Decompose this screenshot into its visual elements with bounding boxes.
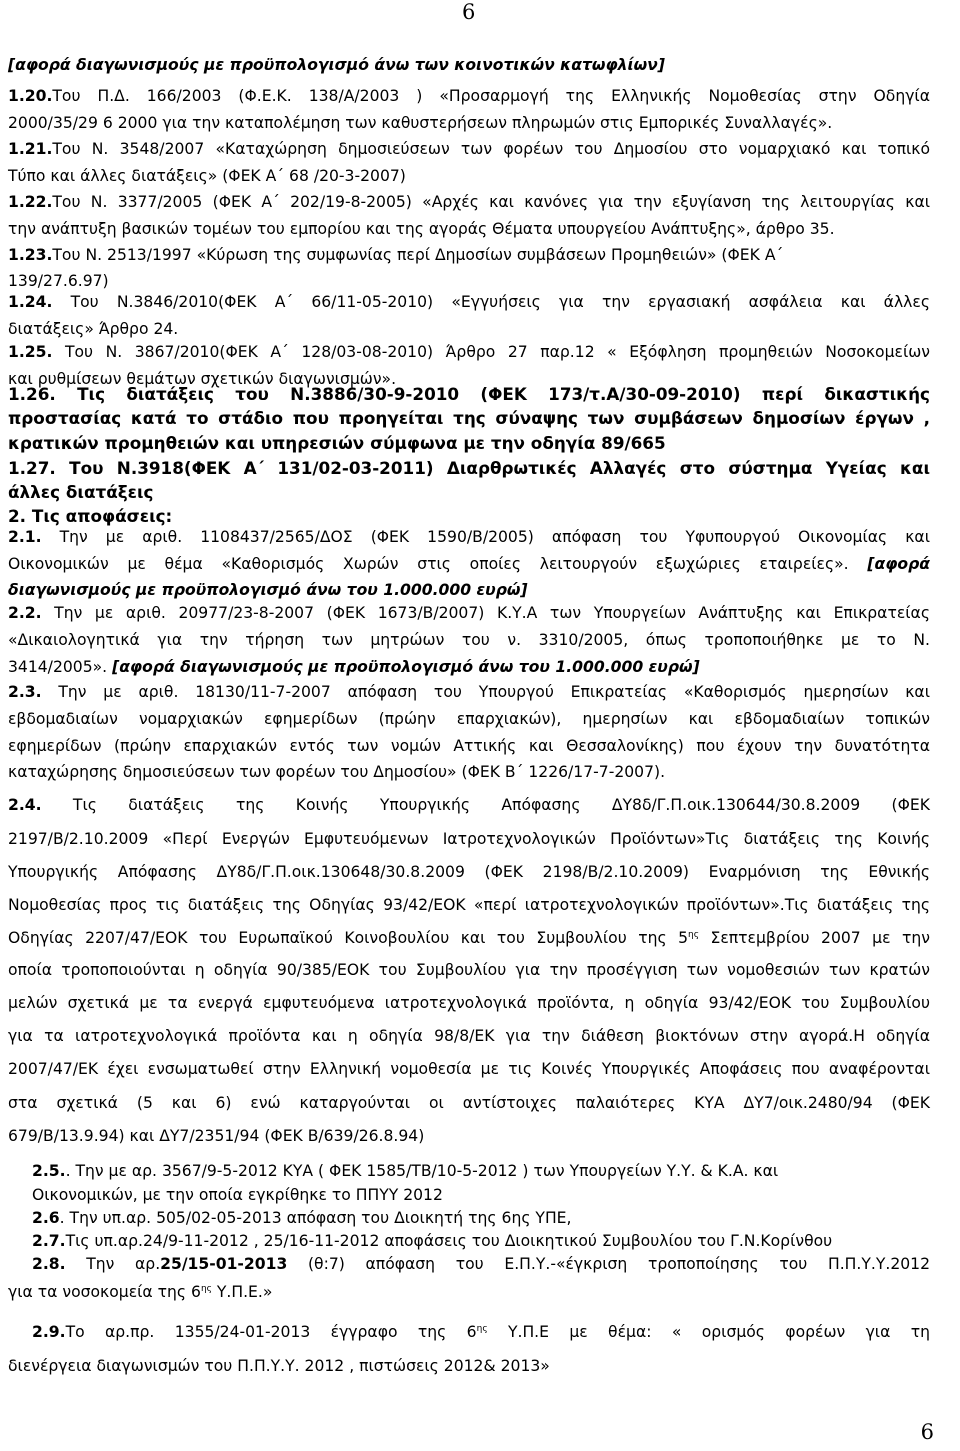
text-run: Οδηγίας 2207/47/ΕΟΚ του Ευρωπαϊκού Κοινοβουλίου και του Συμβουλίου της 5 — [8, 929, 688, 947]
text-line — [8, 220, 835, 239]
text-run: Σεπτεμβρίου 2007 με την — [699, 929, 930, 947]
text-run: 1.21. — [8, 140, 53, 158]
text-line — [8, 384, 930, 405]
text-run: Υ.Π.Ε.» — [211, 1283, 273, 1301]
text-run: την ανάπτυξη βασικών τομέων του εμπορίου και της αγοράς Θέματα υπουργείου Ανάπτυξης», άρθρο 35. — [8, 220, 835, 238]
text-run: καταχώρησης δημοσιεύσεων των φορέων του Δημοσίου» (ΦΕΚ Β΄ 1226/17-7-2007). — [8, 763, 666, 781]
text-run: Του Ν. 3548/2007 «Καταχώρηση δημοσιεύσεων των φορέων του Δημοσίου στο νομαρχιακό και τοπικό — [52, 140, 930, 158]
text-run: κρατικών προμηθειών και υπηρεσιών σύμφωνα με την οδηγία 89/665 — [8, 433, 666, 453]
text-run: 1.24. — [8, 293, 53, 311]
text-line — [8, 193, 930, 212]
text-run: Του Ν. 2513/1997 «Κύρωση της συμφωνίας περί Δημοσίων συμβάσεων Προμηθειών» (ΦΕΚ Α΄ — [52, 246, 784, 264]
text-run: άλλες διατάξεις — [8, 482, 154, 502]
text-line — [8, 272, 109, 291]
text-line — [8, 737, 930, 756]
text-run: 2.1. — [8, 528, 42, 546]
text-run: για τα ιατροτεχνολογικά προϊόντα και η οδηγία 98/8/ΕΚ για την διάθεση βιοκτόνων στην αγορά.Η οδηγία — [8, 1027, 930, 1045]
text-line — [8, 658, 700, 677]
text-run: Του Π.Δ. 166/2003 (Φ.Ε.Κ. 138/Α/2003 ) «Προσαρμογή της Ελληνικής Νομοθεσίας στην Οδηγία — [52, 87, 930, 105]
text-run: 1.20. — [8, 87, 53, 105]
text-run: 2.9. — [32, 1323, 66, 1341]
text-run: Υπουργικής Απόφασης ΔΥ8δ/Γ.Π.οικ.130648/30.8.2009 (ΦΕΚ 2198/Β/2.10.2009) Εναρμόνιση της Εθνικής — [8, 863, 930, 881]
text-run: 2197/Β/2.10.2009 «Περί Ενεργών Εμφυτευόμενων Ιατροτεχνολογικών Προϊόντων»Τις διατάξεις της Κοινής — [8, 830, 930, 848]
text-run: Την αρ. — [65, 1255, 161, 1273]
text-line — [8, 1283, 272, 1302]
text-run: 679/Β/13.9.94) και ΔΥ7/2351/94 (ΦΕΚ Β/639/26.8.94) — [8, 1127, 425, 1145]
text-run: «Δικαιολογητικά για την τήρηση των μητρώων του ν. 3310/2005, όπως τροποποιήθηκε με το Ν. — [8, 631, 930, 649]
ordinal-superscript: ης — [476, 1324, 488, 1334]
text-line — [8, 631, 930, 650]
ordinal-superscript: ης — [688, 930, 699, 940]
text-run: εβδομαδιαίων νομαρχιακών εφημερίδων (πρώην επαρχιακών), ημερησίων και εβδομαδιαίων τοπικών — [8, 710, 930, 728]
text-run: Οικονομικών με θέμα «Καθορισμός Χωρών στις οποίες λειτουργούν εξωχώριες εταιρείες». — [8, 555, 868, 573]
text-run: (θ:7) απόφαση του Ε.Π.Υ.-«έγκριση τροποποίησης του Π.Π.Υ.Υ.2012 — [287, 1255, 931, 1273]
text-run: 2. Τις αποφάσεις: — [8, 506, 173, 526]
text-line — [8, 555, 930, 574]
text-run: 2.6 — [32, 1209, 60, 1227]
text-run: 139/27.6.97) — [8, 272, 109, 290]
text-run: . Την υπ.αρ. 505/02-05-2013 απόφαση του Διοικητή της 6ης ΥΠΕ, — [59, 1209, 572, 1227]
text-line — [8, 56, 665, 75]
text-line — [8, 293, 930, 312]
text-line — [8, 830, 930, 849]
text-line — [8, 246, 783, 265]
text-run: μελών σχετικά με τα ενεργά εμφυτευόμενα ιατροτεχνολογικά προϊόντα, η οδηγία 93/42/ΕΟΚ του Συμβουλίου — [8, 994, 930, 1012]
text-run: και ρυθμίσεων θεμάτων σχετικών διαγωνισμών». — [8, 370, 397, 388]
text-run: [αφορά — [867, 555, 930, 573]
text-line — [8, 863, 930, 882]
text-line — [8, 710, 930, 729]
text-line — [32, 1323, 930, 1342]
text-run: Τις υπ.αρ.24/9-11-2012 , 25/16-11-2012 αποφάσεις του Διοικητικού Συμβουλίου του Γ.Ν.Κορίνθου — [65, 1232, 833, 1250]
text-line — [32, 1162, 778, 1181]
text-run: στα σχετικά (5 και 6) ενώ καταργούνται οι αντίστοιχες παλαιότερες ΚΥΑ ΔΥ7/οικ.2480/94 (ΦΕΚ — [8, 1094, 930, 1112]
text-run: διατάξεις» Άρθρο 24. — [8, 320, 179, 338]
text-run: 1.27. Του Ν.3918(ΦΕΚ Α΄ 131/02-03-2011) Διαρθρωτικές Αλλαγές στο σύστημα Υγείας και — [8, 458, 930, 478]
text-run: Του Ν.3846/2010(ΦΕΚ Α΄ 66/11-05-2010) «Εγγυήσεις για την εργασιακή ασφάλεια και άλλες — [52, 293, 930, 311]
text-run: Την με αριθ. 1108437/2565/ΔΟΣ (ΦΕΚ 1590/Β/2005) απόφαση του Υφυπουργού Οικονομίας και — [41, 528, 930, 546]
text-run: 2.7. — [32, 1232, 66, 1250]
text-line — [8, 1060, 930, 1079]
text-line — [32, 1209, 572, 1228]
text-run: Οικονομικών, με την οποία εγκρίθηκε το ΠΠΥΥ 2012 — [32, 1186, 443, 1204]
text-line — [8, 528, 930, 547]
text-run: . Την με αρ. 3567/9-5-2012 ΚΥΑ ( ΦΕΚ 1585/ΤΒ/10-5-2012 ) των Υπουργείων Υ.Υ. & Κ.Α. και — [65, 1162, 779, 1180]
text-line — [8, 167, 406, 186]
text-line — [8, 994, 930, 1013]
text-line — [8, 87, 930, 106]
text-run: 2.5. — [32, 1162, 66, 1180]
text-run: οποία τροποποιούνται η οδηγία 90/385/ΕΟΚ του Συμβουλίου για την προσέγγιση των νομοθεσιών των κρατών — [8, 961, 930, 979]
text-run: 1.25. — [8, 343, 53, 361]
text-line — [8, 458, 930, 479]
text-run: 3414/2005». — [8, 658, 113, 676]
text-line — [8, 506, 172, 527]
text-line — [32, 1232, 832, 1251]
text-run: 2.8. — [32, 1255, 66, 1273]
text-line — [8, 581, 528, 600]
text-run: προστασίας κατά το στάδιο που προηγείται της σύναψης των συμβάσεων δημοσίων έργων , — [8, 408, 930, 428]
text-run: [αφορά διαγωνισμούς με προϋπολογισμό άνω των κοινοτικών κατωφλίων] — [8, 56, 665, 74]
text-run: διενέργεια διαγωνισμών του Π.Π.Υ.Υ. 2012 , πιστώσεις 2012& 2013» — [8, 1357, 550, 1375]
text-line — [8, 1027, 930, 1046]
text-line — [8, 1094, 930, 1113]
text-run: [αφορά διαγωνισμούς με προϋπολογισμό άνω του 1.000.000 ευρώ] — [112, 658, 700, 676]
text-line — [8, 961, 930, 980]
text-line — [8, 1127, 424, 1146]
text-line — [8, 763, 665, 782]
text-line — [32, 1255, 930, 1274]
text-run: Νομοθεσίας προς τις διατάξεις της Οδηγίας 93/42/ΕΟΚ «περί ιατροτεχνολογικών προϊόντων».Τις διατάξεις της — [8, 896, 930, 914]
text-line — [8, 320, 178, 339]
text-run: Του Ν. 3867/2010(ΦΕΚ Α΄ 128/03-08-2010) Άρθρο 27 παρ.12 « Εξόφληση προμηθειών Νοσοκομείων — [52, 343, 930, 361]
text-run: 1.23. — [8, 246, 53, 264]
text-run: Του Ν. 3377/2005 (ΦΕΚ Α΄ 202/19-8-2005) «Αρχές και κανόνες για την εξυγίανση της λειτουργίας και — [52, 193, 930, 211]
text-line — [8, 433, 666, 454]
text-line — [8, 896, 930, 915]
text-run: 25/15-01-2013 — [160, 1255, 288, 1273]
text-line — [8, 114, 832, 133]
text-line — [8, 796, 930, 815]
text-run: 1.26. Τις διατάξεις του Ν.3886/30-9-2010 (ΦΕΚ 173/τ.Α/30-09-2010) περί δικαστικής — [8, 384, 930, 404]
text-line — [8, 1357, 550, 1376]
text-line — [8, 343, 930, 362]
text-run: διαγωνισμούς με προϋπολογισμό άνω του 1.000.000 ευρώ] — [8, 581, 528, 599]
text-run: 2.4. — [8, 796, 42, 814]
text-run: Το αρ.πρ. 1355/24-01-2013 έγγραφο της 6 — [65, 1323, 477, 1341]
text-line — [8, 140, 930, 159]
text-run: εφημερίδων (πρώην επαρχιακών εντός των νομών Αττικής και Θεσσαλονίκης) που έχουν την δυνατότητα — [8, 737, 930, 755]
text-run: 2007/47/ΕΚ έχει ενσωματωθεί στην Ελληνική νομοθεσία με τις Κοινές Υπουργικές Αποφάσεις που αναφέρονται — [8, 1060, 930, 1078]
text-run: Υ.Π.Ε με θέμα: « ορισμός φορέων για τη — [487, 1323, 930, 1341]
text-run: Τις διατάξεις της Κοινής Υπουργικής Απόφασης ΔΥ8δ/Γ.Π.οικ.130644/30.8.2009 (ΦΕΚ — [41, 796, 930, 814]
text-line — [8, 482, 153, 503]
text-line — [8, 929, 930, 948]
text-line — [32, 1186, 443, 1205]
page-number-top: 6 — [462, 0, 476, 24]
text-run: Την με αριθ. 20977/23-8-2007 (ΦΕΚ 1673/Β/2007) Κ.Υ.Α των Υπουργείων Ανάπτυξης και Επικρατείας — [41, 604, 930, 622]
text-run: 2.2. — [8, 604, 42, 622]
ordinal-superscript: ης — [200, 1284, 212, 1294]
text-run: 1.22. — [8, 193, 53, 211]
page-number-bottom: 6 — [920, 1420, 934, 1444]
text-line — [8, 604, 930, 623]
text-run: 2.3. — [8, 683, 42, 701]
text-run: για τα νοσοκομεία της 6 — [8, 1283, 201, 1301]
text-run: 2000/35/29 6 2000 για την καταπολέμηση των καθυστερήσεων πληρωμών στις Εμπορικές Συναλλαγές». — [8, 114, 833, 132]
text-run: Τύπο και άλλες διατάξεις» (ΦΕΚ Α΄ 68 /20-3-2007) — [8, 167, 406, 185]
text-line — [8, 683, 930, 702]
text-line — [8, 408, 930, 429]
text-run: Την με αριθ. 18130/11-7-2007 απόφαση του Υπουργού Επικρατείας «Καθορισμός ημερησίων και — [41, 683, 930, 701]
